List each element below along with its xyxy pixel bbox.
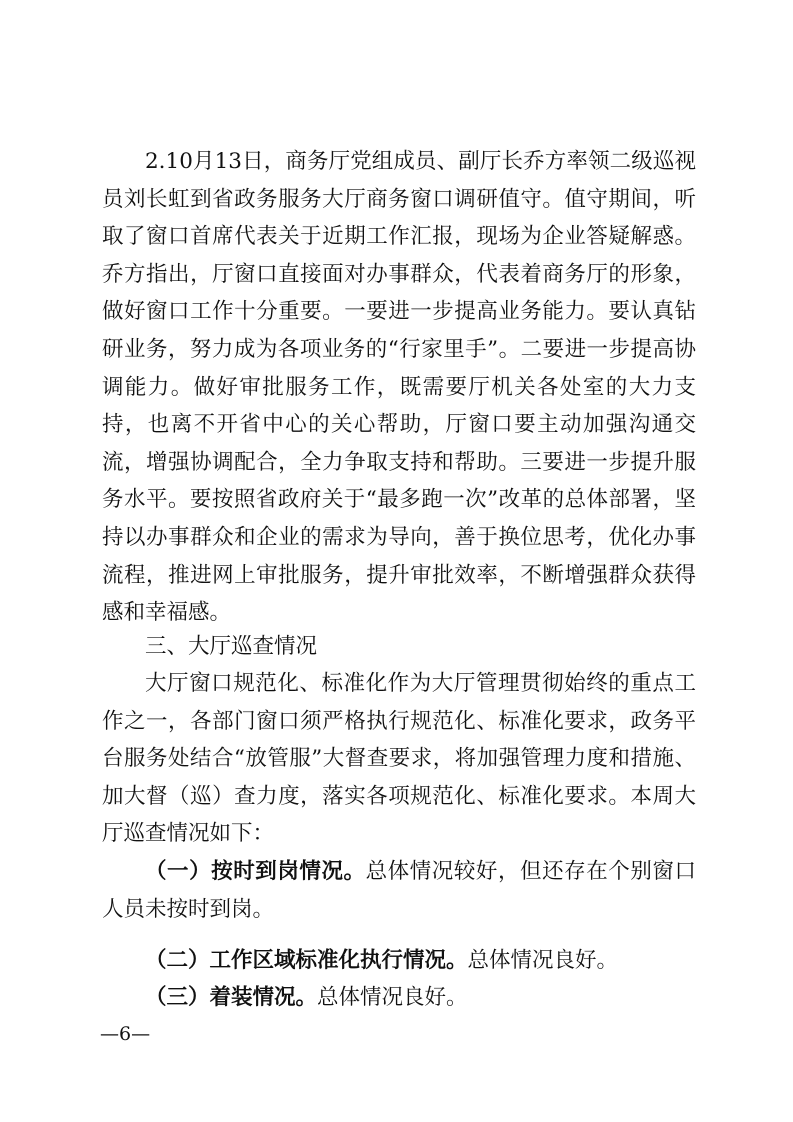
page-number: —6— xyxy=(100,1023,151,1045)
subheading-attendance: （一）按时到岗情况。 xyxy=(145,859,366,884)
paragraph-workspace-standard xyxy=(102,942,696,980)
attire-text: 总体情况良好。 xyxy=(317,985,468,1010)
paragraph-inspection-intro: 大厅窗口规范化、标准化作为大厅管理贯彻始终的重点工作之一，各部门窗口须严格执行规范化、标准化要求，政务平台服务处结合“放管服”大督查要求，将加强管理力度和措施、加大督（巡）查力度，落实各项规范化、标准化要求。本周大厅巡查情况如下： xyxy=(102,671,696,847)
subheading-workspace-standard: （二）工作区域标准化执行情况。 xyxy=(145,948,468,973)
paragraph-attendance xyxy=(102,853,696,928)
subheading-attire: （三）着装情况。 xyxy=(145,985,318,1010)
paragraph-attire xyxy=(102,979,696,1017)
workspace-standard-text: 总体情况良好。 xyxy=(467,948,619,973)
attendance-text: 总体情况较好，但还存在个别窗口人员未按时到岗。 xyxy=(102,859,696,922)
section-heading-hall-inspection: 三、大厅巡查情况 xyxy=(145,634,318,659)
paragraph-visit-report: 2.10月13日，商务厅党组成员、副厅长乔方率领二级巡视员刘长虹到省政务服务大厅商务窗口调研值守。值守期间，听取了窗口首席代表关于近期工作汇报，现场为企业答疑解惑。乔方指出，厅窗口直接面对办事群众，代表着商务厅的形象，做好窗口工作十分重要。一要进一步提高业务能力。要认真钻研业务，努力成为各项业务的“行家里手”。二要进一步提高协调能力。做好审批服务工作，既需要厅机关各处室的大力支持，也离不开省中心的关心帮助，厅窗口要主动加强沟通交流，增强协调配合，全力争取支持和帮助。三要进一步提升服务水平。要按照省政府关于“最多跑一次”改革的总体部署，坚持以办事群众和企业的需求为导向，善于换位思考，优化办事流程，推进网上审批服务，提升审批效率，不断增强群众获得感和幸福感。 xyxy=(102,149,696,626)
